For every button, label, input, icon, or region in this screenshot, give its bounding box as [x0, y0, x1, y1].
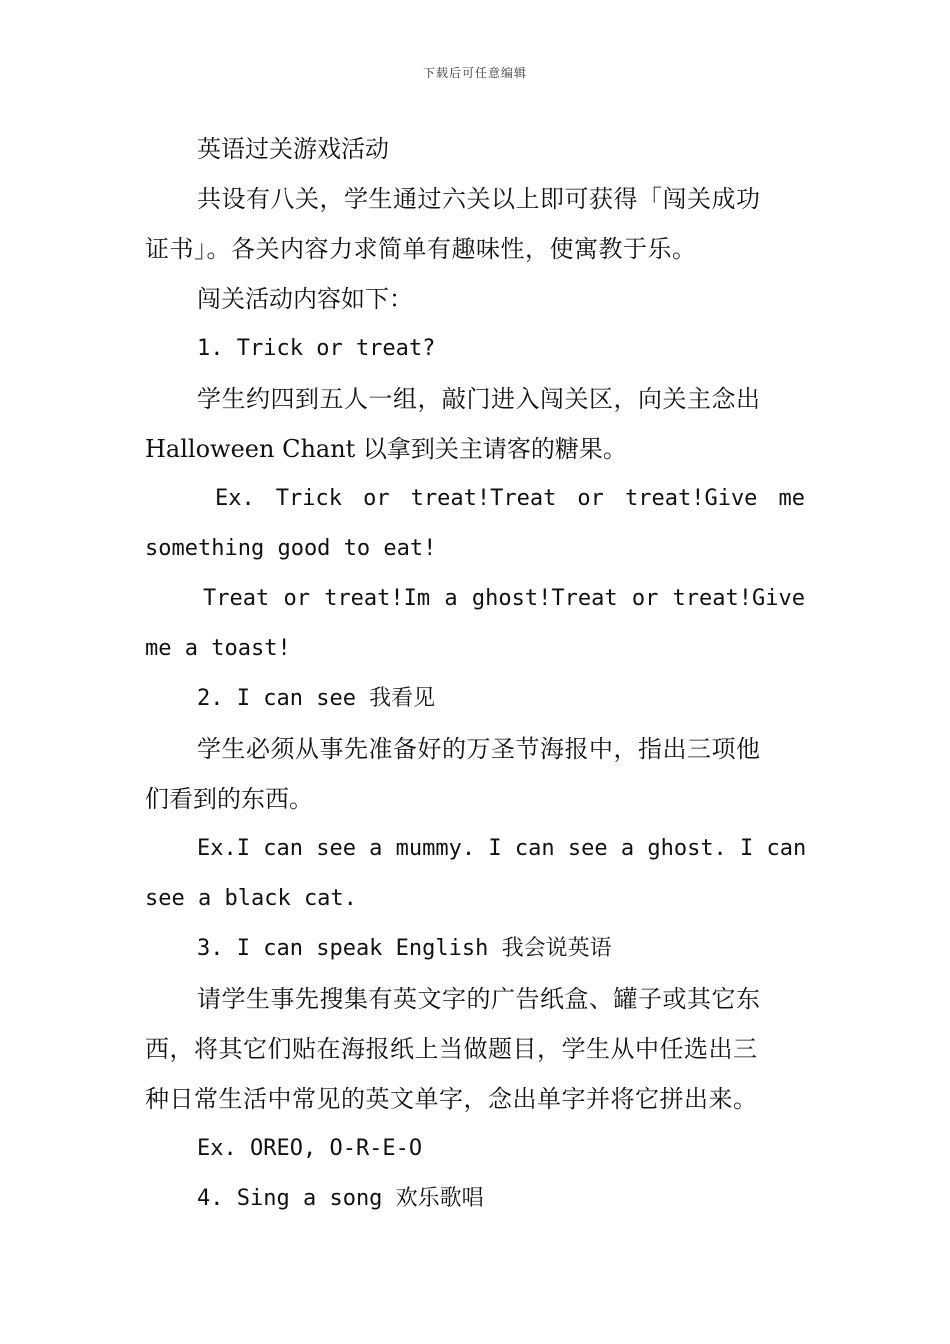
section-1-example-2-line-1: Treat or treat!Im a ghost!Treat or treat!Give	[203, 586, 805, 611]
document-body	[145, 128, 805, 1228]
paragraph-intro-line-3: 闯关活动内容如下：	[197, 285, 413, 313]
section-1-example-2-line-2: me a toast!	[145, 636, 291, 661]
section-2-paragraph-line-2: 们看到的东西。	[145, 785, 313, 813]
section-1-example-1-line-1: Ex. Trick or treat!Treat or treat!Give me	[215, 486, 805, 511]
paragraph-intro-line-2: 证书」。各关内容力求简单有趣味性，使寓教于乐。	[145, 235, 697, 263]
section-3-title: 3. I can speak English 我会说英语	[197, 936, 612, 961]
section-3-paragraph-line-3: 种日常生活中常见的英文单字，念出单字并将它拼出来。	[145, 1085, 758, 1113]
section-2-example-line-1: Ex.I can see a mummy. I can see a ghost. I can	[197, 836, 807, 861]
section-2-title: 2. I can see 我看见	[197, 686, 436, 711]
paragraph-intro-line-1: 共设有八关，学生通过六关以上即可获得「闯关成功	[197, 185, 761, 213]
section-4-title: 4. Sing a song 欢乐歌唱	[197, 1186, 484, 1211]
section-1-example-1-line-2: something good to eat!	[145, 536, 437, 561]
page-header-note: 下载后可任意编辑	[422, 66, 527, 80]
section-1-title: 1. Trick or treat?	[197, 336, 436, 361]
section-3-paragraph-line-2: 西，将其它们贴在海报纸上当做题目，学生从中任选出三	[145, 1035, 758, 1063]
section-3-example: Ex. OREO, O-R-E-O	[197, 1136, 423, 1161]
section-1-paragraph-line-2: Halloween Chant 以拿到关主请客的糖果。	[145, 435, 627, 463]
section-2-paragraph-line-1: 学生必须从事先准备好的万圣节海报中，指出三项他	[197, 735, 761, 763]
document-title: 英语过关游戏活动	[197, 135, 389, 163]
section-3-paragraph-line-1: 请学生事先搜集有英文字的广告纸盒、罐子或其它东	[197, 985, 761, 1013]
section-1-paragraph-line-1: 学生约四到五人一组，敲门进入闯关区，向关主念出	[197, 385, 761, 413]
section-2-example-line-2: see a black cat.	[145, 886, 357, 911]
